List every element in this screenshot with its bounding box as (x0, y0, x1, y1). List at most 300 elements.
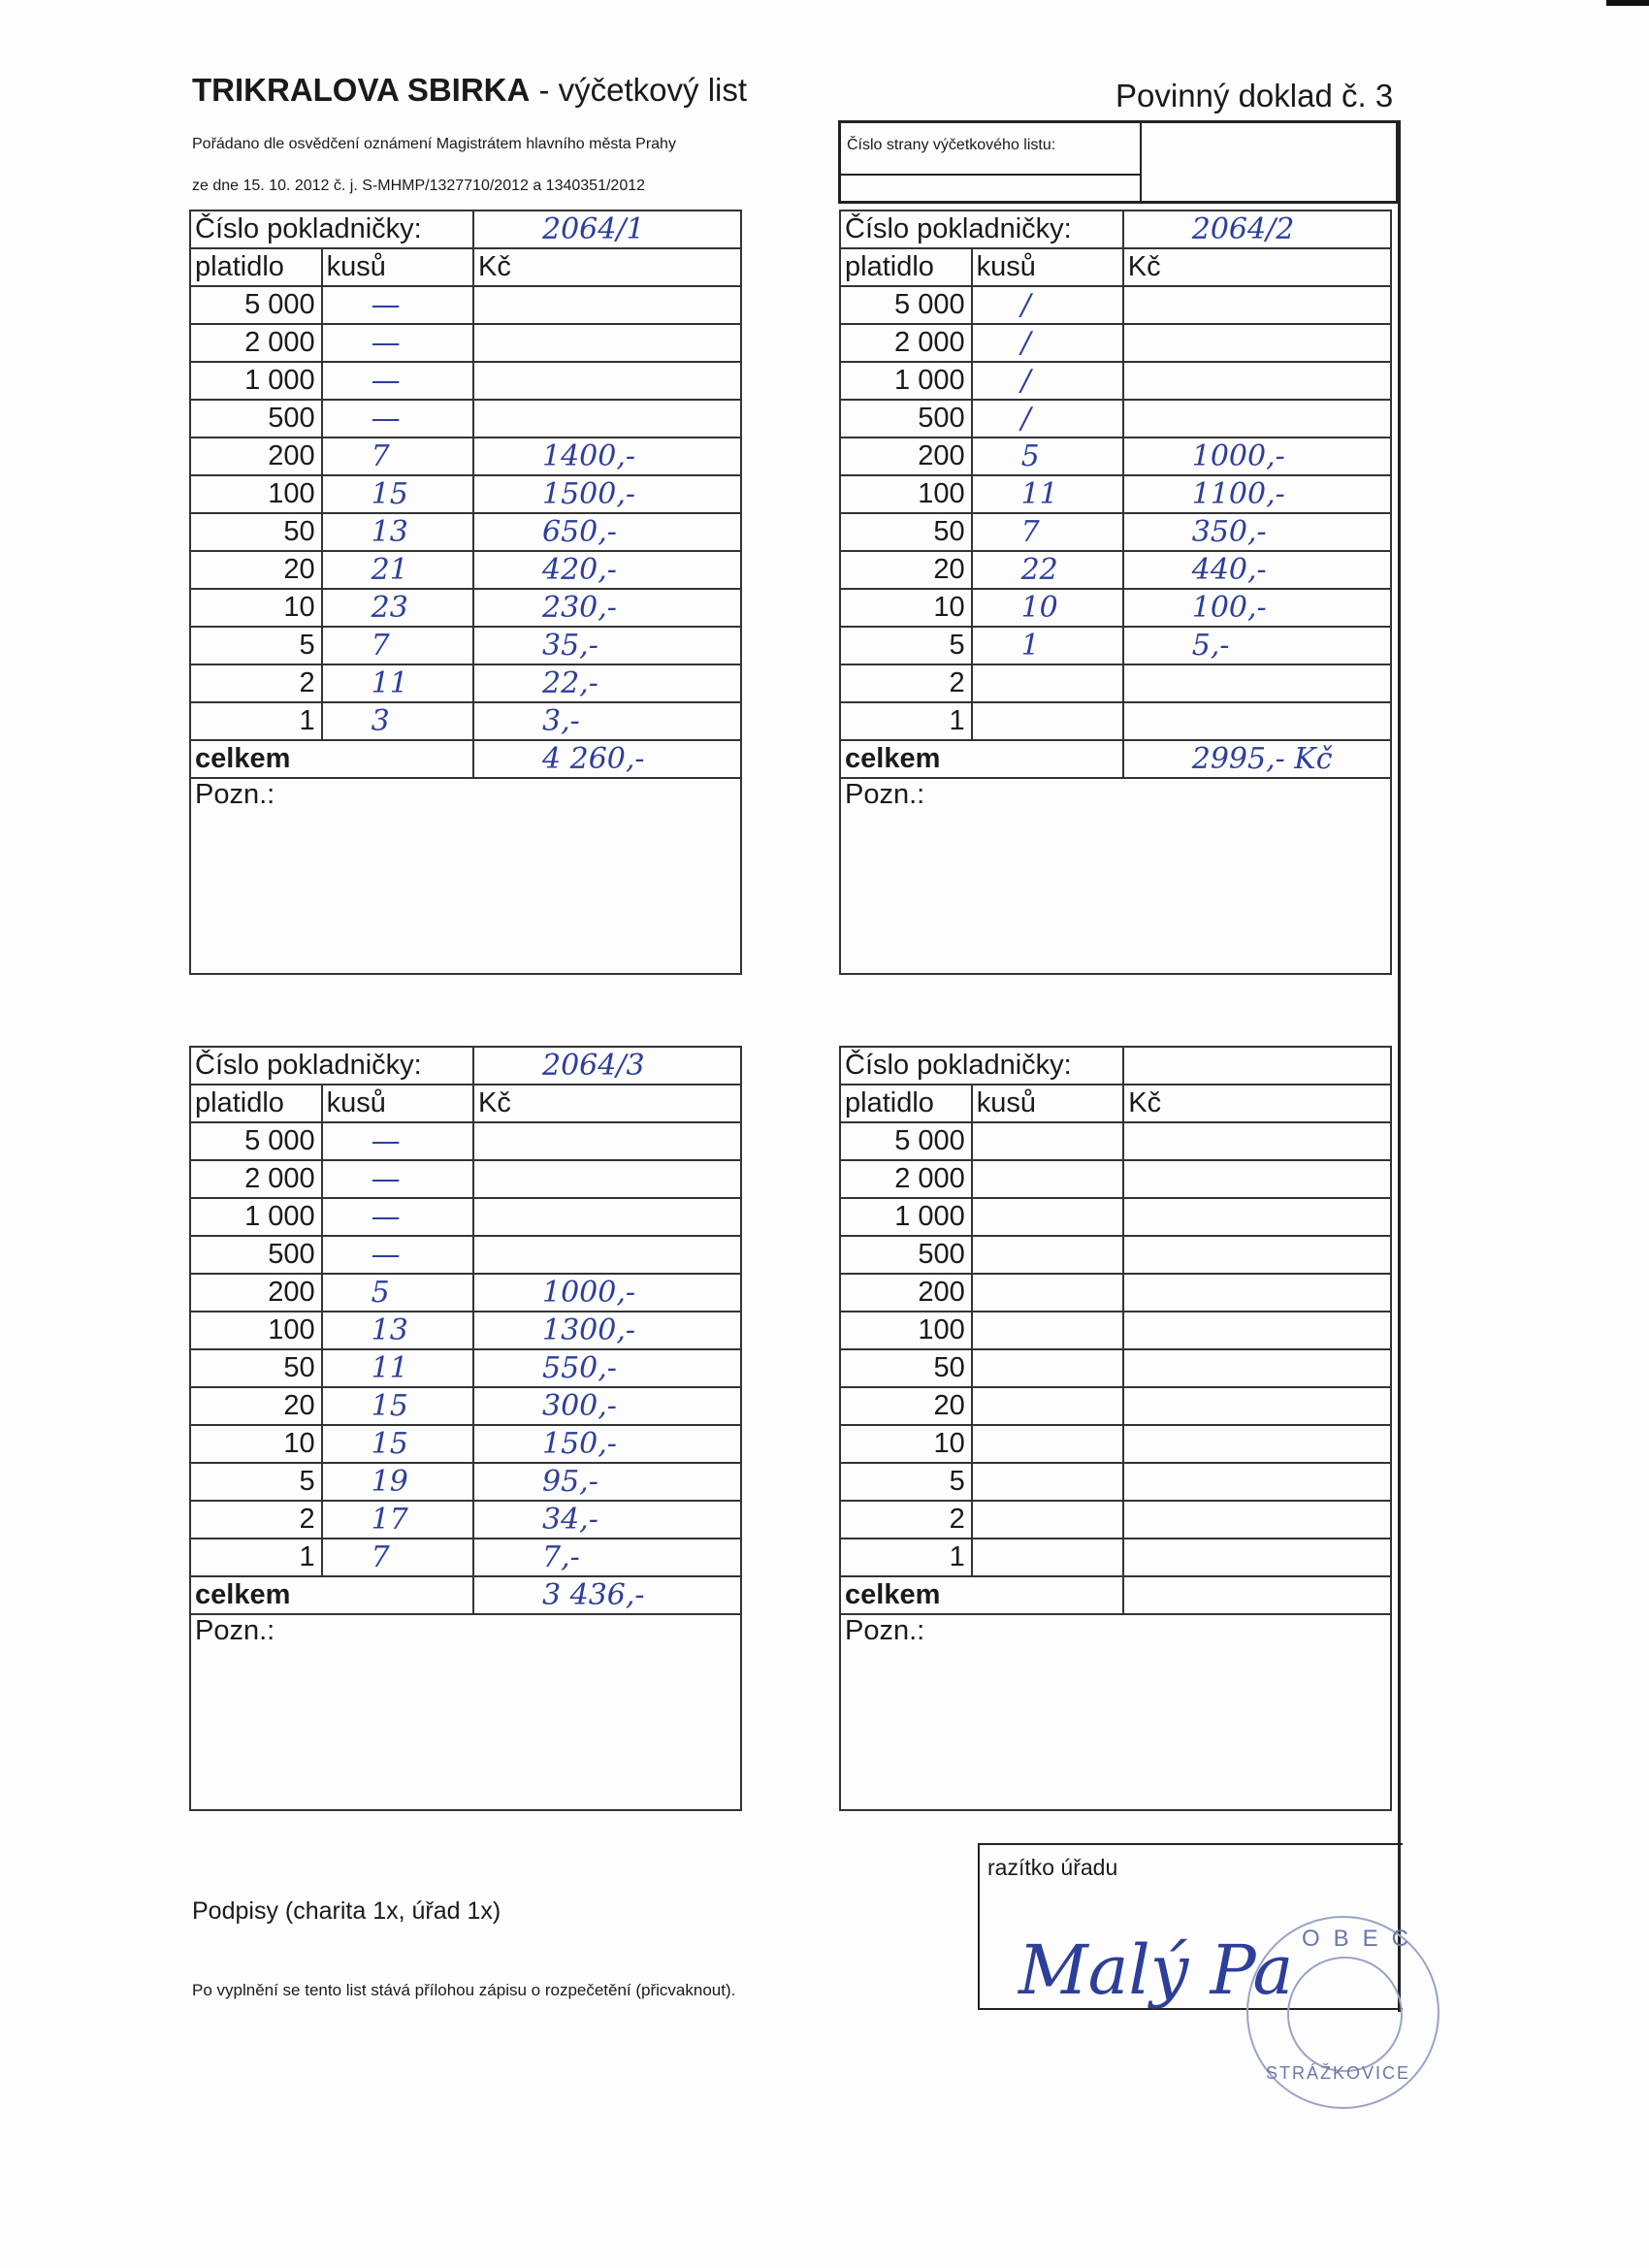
subtitle-line1: Pořádano dle osvědčení oznámení Magistrátem hlavního města Prahy (192, 136, 676, 152)
denomination-row (840, 627, 1391, 664)
amount-cell (1123, 1501, 1391, 1539)
denomination-row (840, 1501, 1391, 1539)
count-value: 11 (371, 1351, 408, 1385)
total-value: 2995,- Kč (1191, 742, 1333, 776)
col-count: kusů (322, 248, 473, 286)
box-number-value: 2064/3 (541, 1049, 645, 1083)
denomination-value: 1 (190, 702, 322, 740)
denomination-row (190, 1501, 741, 1539)
amount-cell (1123, 627, 1391, 664)
municipal-seal (1246, 1916, 1439, 2109)
count-cell (322, 551, 473, 589)
denomination-value: 2 (840, 1501, 972, 1539)
amount-cell (1123, 1160, 1391, 1198)
denomination-row (190, 1160, 741, 1198)
amount-cell (1123, 1349, 1391, 1387)
note-row (190, 1614, 741, 1810)
count-value: 13 (371, 1313, 408, 1347)
amount-cell (1123, 1463, 1391, 1501)
denomination-row (840, 1160, 1391, 1198)
box-number-label: Číslo pokladničky: (190, 1047, 473, 1085)
subtitle-line2: ze dne 15. 10. 2012 č. j. S-MHMP/1327710/2012 a 1340351/2012 (192, 178, 646, 194)
denomination-row (840, 589, 1391, 627)
amount-cell (473, 664, 741, 702)
denomination-value: 1 000 (840, 1198, 972, 1236)
right-border-line (1398, 120, 1401, 2012)
denomination-row (190, 589, 741, 627)
amount-cell (473, 1539, 741, 1576)
denomination-value: 20 (190, 551, 322, 589)
count-cell (972, 551, 1123, 589)
amount-cell (473, 1425, 741, 1463)
denomination-row (190, 664, 741, 702)
amount-cell (1123, 400, 1391, 437)
denomination-row (190, 551, 741, 589)
count-cell (972, 400, 1123, 437)
amount-cell (1123, 1539, 1391, 1576)
count-value: — (371, 1238, 401, 1272)
count-cell (972, 1122, 1123, 1160)
amount-cell (1123, 324, 1391, 362)
denomination-value: 500 (190, 1236, 322, 1274)
amount-value: 350,- (1191, 515, 1267, 549)
count-value: 15 (371, 1389, 408, 1423)
amount-value: 650,- (541, 515, 617, 549)
count-cell (972, 1274, 1123, 1312)
col-count: kusů (972, 1085, 1123, 1122)
count-value: 17 (371, 1503, 408, 1537)
column-header-row (840, 248, 1391, 286)
note-field (190, 1614, 741, 1810)
count-value: 15 (371, 1427, 408, 1461)
amount-value: 1300,- (541, 1313, 636, 1347)
count-cell (322, 286, 473, 324)
amount-cell (473, 551, 741, 589)
denomination-value: 1 000 (190, 362, 322, 400)
count-cell (972, 1501, 1123, 1539)
amount-cell (1123, 475, 1391, 513)
count-cell (322, 664, 473, 702)
denomination-row (840, 664, 1391, 702)
denomination-row (190, 1463, 741, 1501)
amount-value: 1400,- (541, 439, 636, 473)
count-value: — (371, 1200, 401, 1234)
count-cell (322, 1387, 473, 1425)
note-label: Pozn.: (845, 779, 925, 810)
note-label: Pozn.: (195, 779, 275, 810)
denomination-row (840, 1312, 1391, 1349)
count-value: 3 (371, 704, 390, 738)
denomination-value: 2 000 (840, 1160, 972, 1198)
amount-value: 300,- (541, 1389, 617, 1423)
count-cell (322, 362, 473, 400)
count-value: 7 (371, 1540, 390, 1574)
box-number-value: 2064/1 (541, 212, 645, 246)
amount-cell (1123, 1274, 1391, 1312)
col-denomination: platidlo (190, 248, 322, 286)
count-value: — (371, 402, 401, 436)
count-cell (972, 1312, 1123, 1349)
denomination-value: 5 000 (840, 1122, 972, 1160)
total-cell (1123, 1576, 1391, 1614)
count-cell (972, 589, 1123, 627)
count-cell (972, 627, 1123, 664)
amount-cell (1123, 664, 1391, 702)
note-field (190, 778, 741, 974)
count-value: 11 (371, 666, 408, 700)
amount-value: 1000,- (541, 1276, 636, 1310)
denomination-row (190, 286, 741, 324)
total-row (840, 740, 1391, 778)
count-cell (322, 1349, 473, 1387)
cashbox-table-4 (839, 1046, 1392, 1843)
count-value: — (371, 364, 401, 398)
denomination-value: 2 000 (190, 1160, 322, 1198)
denomination-value: 500 (190, 400, 322, 437)
denomination-row (190, 400, 741, 437)
denomination-row (840, 551, 1391, 589)
amount-cell (473, 1312, 741, 1349)
denomination-value: 1 (840, 1539, 972, 1576)
denomination-value: 10 (190, 589, 322, 627)
denomination-row (190, 1236, 741, 1274)
denomination-value: 20 (840, 1387, 972, 1425)
denomination-value: 50 (190, 513, 322, 551)
count-cell (972, 702, 1123, 740)
amount-value: 550,- (541, 1351, 617, 1385)
box-number-row (840, 1047, 1391, 1085)
denomination-row (840, 324, 1391, 362)
amount-value: 1000,- (1191, 439, 1285, 473)
denomination-row (190, 1539, 741, 1576)
denomination-value: 5 (190, 627, 322, 664)
box-number-field (473, 211, 741, 248)
signatures-label: Podpisy (charita 1x, úřad 1x) (192, 1897, 501, 1925)
page-number-box (838, 120, 1399, 204)
box-number-row (190, 1047, 741, 1085)
note-row (840, 778, 1391, 974)
amount-value: 100,- (1191, 591, 1267, 625)
count-cell (972, 1463, 1123, 1501)
amount-value: 35,- (541, 629, 598, 663)
denomination-value: 100 (840, 1312, 972, 1349)
amount-cell (1123, 1312, 1391, 1349)
note-label: Pozn.: (845, 1615, 925, 1646)
cashbox-table-3 (189, 1046, 742, 1843)
count-value: 10 (1020, 591, 1058, 625)
col-denomination: platidlo (840, 1085, 972, 1122)
denomination-value: 5 000 (190, 1122, 322, 1160)
box-number-label: Číslo pokladničky: (190, 211, 473, 248)
box-number-row (190, 211, 741, 248)
amount-cell (1123, 286, 1391, 324)
denomination-row (840, 1236, 1391, 1274)
count-value: 15 (371, 477, 408, 511)
count-value: — (371, 288, 401, 322)
amount-value: 34,- (541, 1503, 598, 1537)
denomination-row (190, 1312, 741, 1349)
denomination-row (190, 1425, 741, 1463)
denomination-value: 2 000 (190, 324, 322, 362)
amount-value: 95,- (541, 1465, 598, 1499)
col-denomination: platidlo (840, 248, 972, 286)
count-cell (322, 1236, 473, 1274)
amount-value: 1100,- (1191, 477, 1285, 511)
note-row (190, 778, 741, 974)
count-cell (322, 1122, 473, 1160)
denomination-row (840, 1539, 1391, 1576)
col-czk: Kč (473, 1085, 741, 1122)
denomination-value: 5 (190, 1463, 322, 1501)
amount-cell (473, 362, 741, 400)
count-value: 19 (371, 1465, 408, 1499)
page-title: TRIKRALOVA SBIRKA - výčetkový list (192, 72, 748, 108)
denomination-value: 100 (840, 475, 972, 513)
cashbox-table-2 (839, 210, 1392, 1007)
seal-top-text: OBEC (1302, 1926, 1423, 1952)
amount-cell (473, 1274, 741, 1312)
amount-value: 420,- (541, 553, 617, 587)
count-cell (322, 1501, 473, 1539)
note-label: Pozn.: (195, 1615, 275, 1646)
amount-value: 440,- (1191, 553, 1267, 587)
count-value: 22 (1020, 553, 1058, 587)
denomination-row (840, 1198, 1391, 1236)
amount-value: 1500,- (541, 477, 636, 511)
count-value: 1 (1020, 629, 1040, 663)
amount-cell (1123, 1198, 1391, 1236)
denomination-row (840, 400, 1391, 437)
amount-cell (473, 1387, 741, 1425)
amount-cell (473, 702, 741, 740)
denomination-value: 200 (190, 1274, 322, 1312)
total-value: 4 260,- (541, 742, 645, 776)
amount-cell (473, 437, 741, 475)
count-cell (972, 437, 1123, 475)
denomination-value: 5 000 (840, 286, 972, 324)
count-cell (972, 475, 1123, 513)
amount-cell (1123, 362, 1391, 400)
amount-cell (473, 1236, 741, 1274)
count-value: 5 (371, 1276, 390, 1310)
count-cell (972, 324, 1123, 362)
note-field (840, 1614, 1391, 1810)
amount-cell (473, 1463, 741, 1501)
amount-cell (473, 1122, 741, 1160)
denomination-value: 5 000 (190, 286, 322, 324)
denomination-value: 1 000 (840, 362, 972, 400)
denomination-value: 1 000 (190, 1198, 322, 1236)
count-value: 7 (371, 439, 390, 473)
amount-cell (1123, 1425, 1391, 1463)
count-cell (972, 286, 1123, 324)
denomination-row (840, 1349, 1391, 1387)
denomination-row (190, 1349, 741, 1387)
box-number-field (473, 1047, 741, 1085)
col-denomination: platidlo (190, 1085, 322, 1122)
denomination-value: 20 (190, 1387, 322, 1425)
col-count: kusů (322, 1085, 473, 1122)
denomination-value: 100 (190, 1312, 322, 1349)
count-cell (972, 513, 1123, 551)
denomination-value: 2 (190, 1501, 322, 1539)
total-row (190, 1576, 741, 1614)
denomination-value: 10 (840, 589, 972, 627)
denomination-value: 2 000 (840, 324, 972, 362)
count-cell (322, 1312, 473, 1349)
amount-cell (473, 1160, 741, 1198)
note-field (840, 778, 1391, 974)
count-value: 7 (1020, 515, 1040, 549)
total-cell (473, 740, 741, 778)
count-cell (322, 1274, 473, 1312)
count-cell (972, 1198, 1123, 1236)
count-value: / (1020, 402, 1031, 436)
col-czk: Kč (1123, 1085, 1391, 1122)
denomination-row (840, 1122, 1391, 1160)
amount-cell (1123, 1236, 1391, 1274)
amount-cell (1123, 1122, 1391, 1160)
count-cell (322, 627, 473, 664)
column-header-row (840, 1085, 1391, 1122)
denomination-row (840, 702, 1391, 740)
cashbox-table-1 (189, 210, 742, 1007)
count-cell (322, 1160, 473, 1198)
amount-cell (473, 513, 741, 551)
denomination-value: 100 (190, 475, 322, 513)
count-value: 23 (371, 591, 408, 625)
column-header-row (190, 248, 741, 286)
count-cell (322, 1425, 473, 1463)
total-label: celkem (190, 740, 473, 778)
box-number-row (840, 211, 1391, 248)
denomination-value: 2 (840, 664, 972, 702)
stamp-label: razítko úřadu (987, 1855, 1118, 1880)
count-value: / (1020, 364, 1031, 398)
amount-cell (473, 627, 741, 664)
denomination-row (190, 1198, 741, 1236)
count-value: — (371, 1162, 401, 1196)
count-cell (322, 324, 473, 362)
denomination-value: 10 (840, 1425, 972, 1463)
amount-cell (473, 400, 741, 437)
count-value: 7 (371, 629, 390, 663)
denomination-value: 1 (840, 702, 972, 740)
box-number-field (1123, 1047, 1391, 1085)
box-number-field (1123, 211, 1391, 248)
count-value: 11 (1020, 477, 1058, 511)
total-label: celkem (840, 1576, 1123, 1614)
denomination-value: 2 (190, 664, 322, 702)
count-cell (972, 1539, 1123, 1576)
denomination-value: 500 (840, 1236, 972, 1274)
denomination-value: 5 (840, 1463, 972, 1501)
denomination-row (840, 513, 1391, 551)
count-cell (322, 475, 473, 513)
total-row (840, 1576, 1391, 1614)
seal-bottom-text: STRÁŽKOVICE (1266, 2063, 1411, 2083)
count-cell (322, 1539, 473, 1576)
count-cell (972, 664, 1123, 702)
box-number-label: Číslo pokladničky: (840, 211, 1123, 248)
amount-value: 150,- (541, 1427, 617, 1461)
denomination-value: 10 (190, 1425, 322, 1463)
denomination-row (840, 1274, 1391, 1312)
denomination-row (190, 702, 741, 740)
count-value: 13 (371, 515, 408, 549)
denomination-value: 50 (190, 1349, 322, 1387)
count-value: 21 (371, 553, 408, 587)
amount-cell (473, 324, 741, 362)
denomination-row (840, 1425, 1391, 1463)
denomination-value: 20 (840, 551, 972, 589)
denomination-row (190, 475, 741, 513)
amount-cell (473, 1198, 741, 1236)
attachment-note: Po vyplnění se tento list stává přílohou zápisu o rozpečetění (přicvaknout). (192, 1981, 736, 1999)
count-cell (322, 702, 473, 740)
count-value: — (371, 1124, 401, 1158)
count-cell (322, 1463, 473, 1501)
denomination-row (190, 1122, 741, 1160)
denomination-value: 200 (840, 437, 972, 475)
denomination-value: 500 (840, 400, 972, 437)
count-value: / (1020, 326, 1031, 360)
total-row (190, 740, 741, 778)
column-header-row (190, 1085, 741, 1122)
denomination-row (840, 475, 1391, 513)
total-label: celkem (840, 740, 1123, 778)
denomination-value: 200 (840, 1274, 972, 1312)
count-cell (972, 362, 1123, 400)
amount-value: 22,- (541, 666, 598, 700)
denomination-value: 1 (190, 1539, 322, 1576)
denomination-row (840, 437, 1391, 475)
amount-cell (473, 475, 741, 513)
count-cell (972, 1160, 1123, 1198)
count-cell (972, 1349, 1123, 1387)
count-value: / (1020, 288, 1031, 322)
total-value: 3 436,- (541, 1578, 645, 1612)
amount-value: 5,- (1191, 629, 1230, 663)
amount-cell (1123, 1387, 1391, 1425)
denomination-value: 200 (190, 437, 322, 475)
denomination-row (190, 362, 741, 400)
document-label: Povinný doklad č. 3 (1116, 78, 1394, 113)
total-label: celkem (190, 1576, 473, 1614)
amount-cell (473, 1501, 741, 1539)
amount-cell (473, 286, 741, 324)
amount-cell (1123, 702, 1391, 740)
denomination-row (840, 1463, 1391, 1501)
count-cell (972, 1236, 1123, 1274)
count-cell (322, 589, 473, 627)
total-cell (473, 1576, 741, 1614)
denomination-row (840, 286, 1391, 324)
scan-corner-mark (1606, 0, 1649, 6)
denomination-row (190, 1274, 741, 1312)
seal-emblem (1287, 1957, 1403, 2072)
count-cell (322, 437, 473, 475)
count-value: — (371, 326, 401, 360)
box-number-label: Číslo pokladničky: (840, 1047, 1123, 1085)
denomination-row (190, 627, 741, 664)
box-number-value: 2064/2 (1191, 212, 1295, 246)
amount-cell (473, 1349, 741, 1387)
count-cell (322, 400, 473, 437)
count-cell (322, 1198, 473, 1236)
page-number-label: Číslo strany výčetkového listu: (841, 123, 1142, 176)
denomination-value: 5 (840, 627, 972, 664)
